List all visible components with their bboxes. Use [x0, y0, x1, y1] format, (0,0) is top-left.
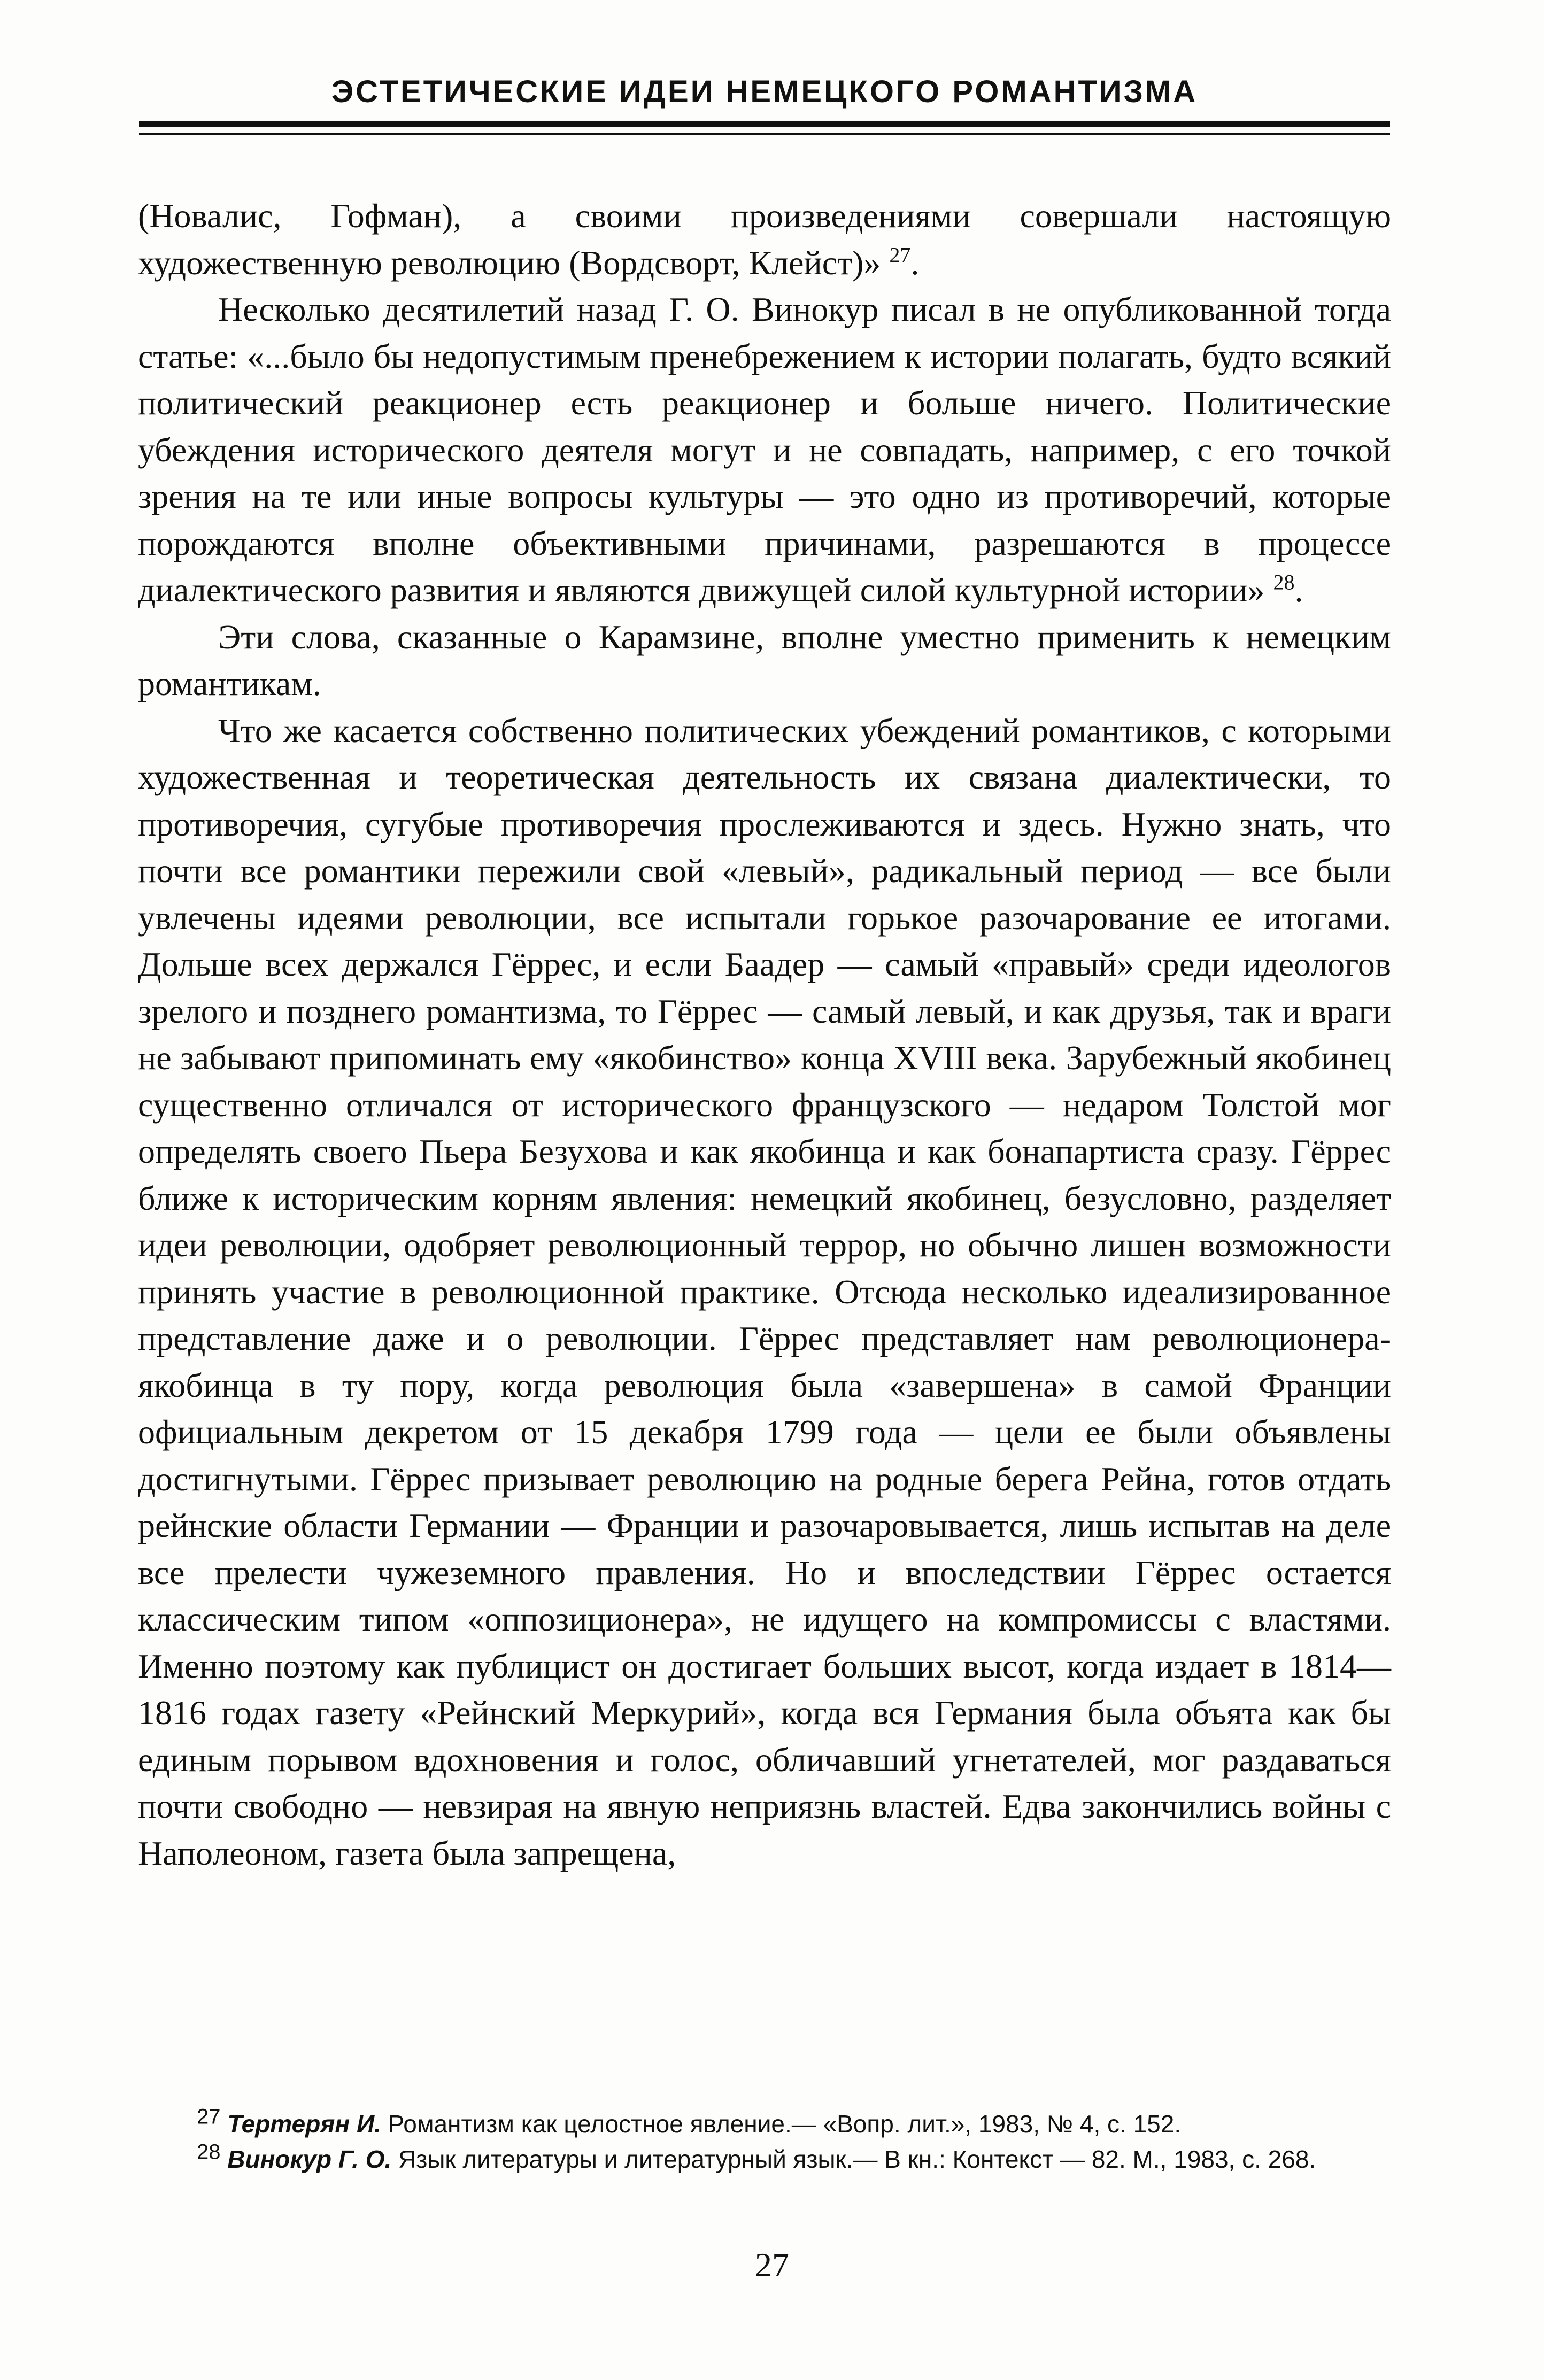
- page-number: 27: [755, 2246, 789, 2284]
- paragraph-3: [138, 614, 1391, 707]
- paragraph-4: [138, 707, 1391, 1877]
- paragraph-4-text: Что же касается собственно политических убеждений романтиков, с которыми художественная и теоретическая деятельность их связана диалектически, то противоречия, сугубые противоречия прослеживаются и здесь. Нужно знать, что почти все романтики пережили свой «левый», радикальный период — все были увлечены идеями революции, все испытали горькое разочарование ее итогами. Дольше всех держался Гёррес, и если Баадер — самый «правый» среди идеологов зрелого и позднего романтизма, то Гёррес — самый левый, и как друзья, так и враги не забывают припоминать ему «якобинство» конца XVIII века. Зарубежный якобинец существенно отличался от исторического французского — недаром Толстой мог определять своего Пьера Безухова и как якобинца и как бонапартиста сразу. Гёррес ближе к историческим корням явления: немецкий якобинец, безусловно, разделяет идеи революции, одобряет революционный террор, но обычно лишен возможности принять участие в революционной практике. Отсюда несколько идеализированное представление даже и о революции. Гёррес представляет нам революционера-якобинца в ту пору, когда революция была «завершена» в самой Франции официальным декретом от 15 декабря 1799 года — цели ее были объявлены достигнутыми. Гёррес призывает революцию на родные берега Рейна, готов отдать рейнские области Германии — Франции и разочаровывается, лишь испытав на деле все прелести чужеземного правления. Но и впоследствии Гёррес остается классическим типом «оппозиционера», не идущего на компромиссы с властями. Именно поэтому как публицист он достигает больших высот, когда издает в 1814—1816 годах газету «Рейнский Меркурий», когда вся Германия была объята как бы единым порывом вдохновения и голос, обличавший угнетателей, мог раздаваться почти свободно — невзирая на явную неприязнь властей. Едва закончились войны с Наполеоном, газета была запрещена,: [138, 711, 1391, 1872]
- running-head: ЭСТЕТИЧЕСКИЕ ИДЕИ НЕМЕЦКОГО РОМАНТИЗМА: [331, 74, 1198, 109]
- footnote-number: 27: [197, 2105, 221, 2129]
- main-text: [138, 192, 1391, 1876]
- footnote-28: [138, 2142, 1391, 2177]
- paragraph-2: [138, 286, 1391, 614]
- paragraph-1-tail: .: [910, 243, 920, 282]
- footnote-number: 28: [197, 2140, 221, 2164]
- footnote-author: Винокур Г. О.: [227, 2145, 392, 2173]
- paragraph-1-text: (Новалис, Гофман), а своими произведениями совершали настоящую художественную революцию (Вордсворт, Клейст)»: [138, 197, 1391, 282]
- footnote-text: Язык литературы и литературный язык.— В кн.: Контекст — 82. М., 1983, с. 268.: [391, 2145, 1316, 2173]
- footnote-ref-27: 27: [889, 243, 911, 267]
- footnotes: [138, 2106, 1391, 2177]
- paragraph-2-text: Несколько десятилетий назад Г. О. Винокур писал в не опубликованной тогда статье: «...было бы недопустимым пренебрежением к истории полагать, будто всякий политический реакционер есть реакционер и больше ничего. Политические убеждения исторического деятеля могут и не совпадать, например, с его точкой зрения на те или иные вопросы культуры — это одно из противоречий, которые порождаются вполне объективными причинами, разрешаются в процессе диалектического развития и являются движущей силой культурной истории»: [138, 290, 1391, 609]
- footnote-27: [138, 2106, 1391, 2142]
- footnote-text: Романтизм как целостное явление.— «Вопр. лит.», 1983, № 4, с. 152.: [381, 2110, 1182, 2138]
- paragraph-3-text: Эти слова, сказанные о Карамзине, вполне уместно применить к немецким романтикам.: [138, 617, 1391, 702]
- header-rule-thin: [139, 133, 1390, 135]
- paragraph-1: [138, 192, 1391, 286]
- paragraph-2-tail: .: [1294, 571, 1303, 609]
- footnote-ref-28: 28: [1273, 570, 1295, 594]
- footnote-author: Тертерян И.: [227, 2110, 381, 2138]
- header-rule-thick: [139, 121, 1390, 127]
